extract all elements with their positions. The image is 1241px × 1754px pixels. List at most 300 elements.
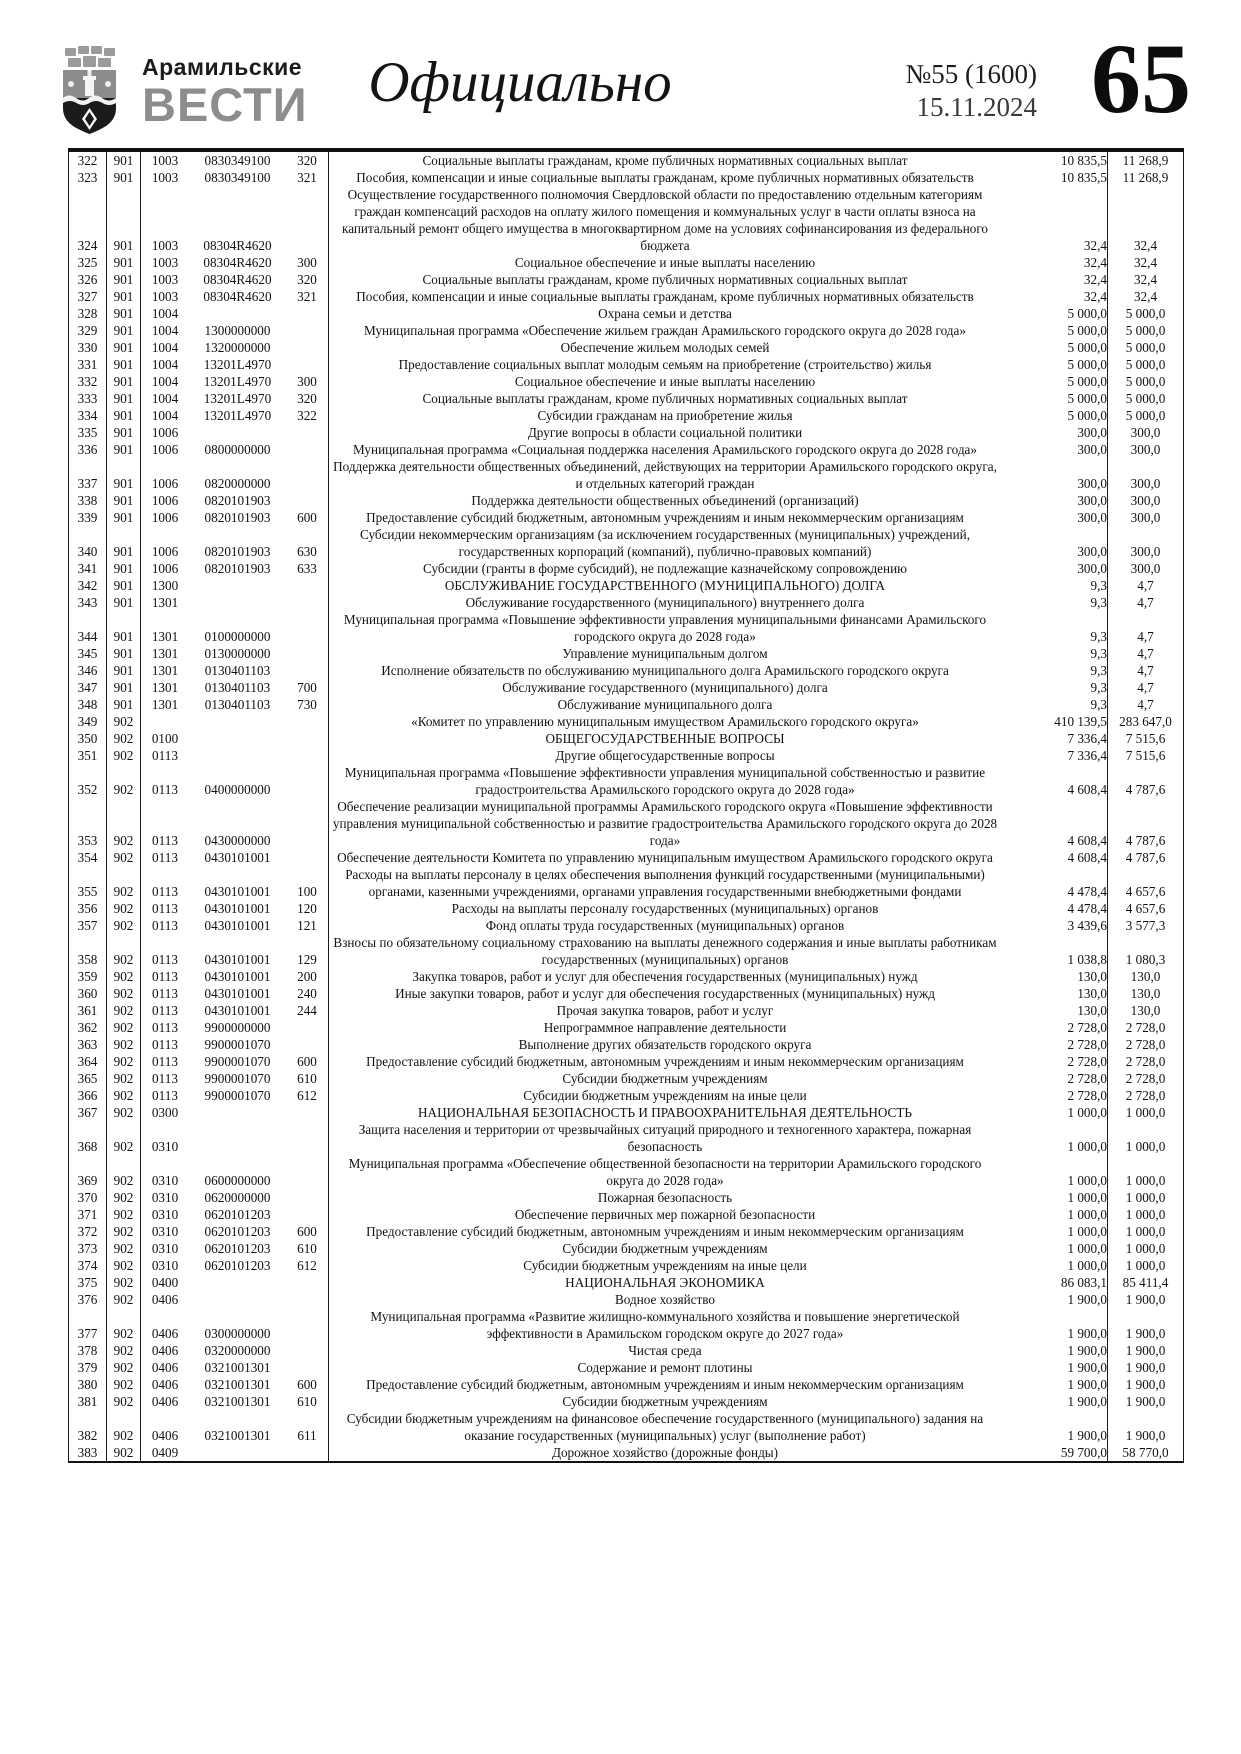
amount-year-1: 300,0 [1001,458,1108,492]
target-article-code [189,713,286,730]
row-number: 365 [69,1070,107,1087]
section-code: 1004 [151,323,179,338]
expense-type-code [286,577,329,594]
amount-year-2: 2 728,0 [1108,1070,1184,1087]
amount-year-2: 4,7 [1108,594,1184,611]
amount-year-1: 1 900,0 [1001,1410,1108,1444]
target-article-code: 1320000000 [204,340,271,355]
amount-year-2: 300,0 [1108,526,1184,560]
administrator-code: 901 [107,322,141,339]
expense-name: Прочая закупка товаров, работ и услуг [556,1003,774,1018]
expense-name: Пособия, компенсации и иные социальные выплаты гражданам, кроме публичных нормативных обязательств [356,170,974,185]
expense-type-code: 120 [286,900,329,917]
section-code: 1004 [151,391,179,406]
amount-year-1: 4 478,4 [1001,866,1108,900]
amount-year-1: 5 000,0 [1001,390,1108,407]
issue-date: 15.11.2024 [916,91,1037,122]
expense-name: Обеспечение жильем молодых семей [560,340,770,355]
section-code: 1004 [151,408,179,423]
amount-year-2: 11 268,9 [1108,150,1184,169]
amount-year-2: 2 728,0 [1108,1019,1184,1036]
amount-year-2: 4,7 [1108,662,1184,679]
amount-year-2: 1 000,0 [1108,1189,1184,1206]
administrator-code: 902 [107,1189,141,1206]
row-number: 331 [69,356,107,373]
expense-name: Пособия, компенсации и иные социальные выплаты гражданам, кроме публичных нормативных обязательств [356,289,974,304]
amount-year-1: 300,0 [1001,526,1108,560]
table-row [69,356,1184,373]
amount-year-1: 5 000,0 [1001,407,1108,424]
administrator-code: 901 [107,271,141,288]
administrator-code: 901 [107,645,141,662]
target-article-code: 0321001301 [204,1377,271,1392]
target-article-code: 0430101001 [204,884,271,899]
expense-type-code [286,1206,329,1223]
row-number: 342 [69,577,107,594]
target-article-code: 0830349100 [204,153,271,168]
expense-type-code [286,849,329,866]
amount-year-2: 4 657,6 [1108,900,1184,917]
expense-name: Управление муниципальным долгом [562,646,768,661]
table-row [69,662,1184,679]
target-article-code: 0130000000 [204,646,271,661]
section-code: 0406 [151,1326,179,1341]
target-article-code: 0430101001 [204,986,271,1001]
amount-year-2: 300,0 [1108,424,1184,441]
amount-year-1: 4 608,4 [1001,798,1108,849]
section-code: 0310 [151,1241,179,1256]
amount-year-2: 4,7 [1108,696,1184,713]
section-code: 0113 [152,833,178,848]
row-number: 362 [69,1019,107,1036]
row-number: 332 [69,373,107,390]
expense-type-code [286,424,329,441]
table-row [69,1206,1184,1223]
row-number: 357 [69,917,107,934]
section-code: 0113 [152,986,178,1001]
administrator-code: 901 [107,288,141,305]
amount-year-1: 1 900,0 [1001,1342,1108,1359]
target-article-code: 0130401103 [204,663,271,678]
table-row [69,186,1184,254]
expense-name: Фонд оплаты труда государственных (муниципальных) органов [485,918,845,933]
section-code: 1006 [151,561,179,576]
expense-type-code: 300 [286,373,329,390]
target-article-code: 0321001301 [204,1394,271,1409]
expense-type-code [286,1291,329,1308]
target-article-code: 0600000000 [204,1173,271,1188]
row-number: 352 [69,764,107,798]
target-article-code: 0300000000 [204,1326,271,1341]
amount-year-2: 1 900,0 [1108,1410,1184,1444]
row-number: 381 [69,1393,107,1410]
section-code: 1003 [151,272,179,287]
row-number: 350 [69,730,107,747]
amount-year-2: 1 000,0 [1108,1155,1184,1189]
row-number: 359 [69,968,107,985]
target-article-code: 0820101903 [204,561,271,576]
section-code: 0310 [151,1190,179,1205]
target-article-code: 13201L4970 [203,374,272,389]
target-article-code [189,747,286,764]
amount-year-2: 32,4 [1108,186,1184,254]
expense-name: Муниципальная программа «Повышение эффективности управления муниципальными финансами Арамильского городского округа до 2028 года» [343,612,987,644]
section-code: 0113 [152,850,178,865]
amount-year-1: 300,0 [1001,441,1108,458]
row-number: 323 [69,169,107,186]
table-row [69,1393,1184,1410]
section-code: 0409 [151,1445,179,1460]
amount-year-1: 5 000,0 [1001,356,1108,373]
amount-year-1: 7 336,4 [1001,747,1108,764]
row-number: 368 [69,1121,107,1155]
administrator-code: 901 [107,339,141,356]
row-number: 369 [69,1155,107,1189]
table-row [69,560,1184,577]
table-row [69,1223,1184,1240]
section-code: 0113 [152,1003,178,1018]
administrator-code: 902 [107,1036,141,1053]
amount-year-1: 130,0 [1001,985,1108,1002]
amount-year-1: 1 000,0 [1001,1104,1108,1121]
amount-year-2: 1 000,0 [1108,1223,1184,1240]
row-number: 326 [69,271,107,288]
row-number: 346 [69,662,107,679]
target-article-code [189,1121,286,1155]
target-article-code: 0620101203 [204,1258,271,1273]
table-row [69,1002,1184,1019]
section-code: 0113 [152,918,178,933]
amount-year-2: 300,0 [1108,560,1184,577]
expense-type-code: 633 [286,560,329,577]
expense-name: Предоставление субсидий бюджетным, автономным учреждениям и иным некоммерческим организациям [366,1054,964,1069]
table-row [69,1036,1184,1053]
target-article-code: 0820000000 [204,476,271,491]
masthead [0,0,1241,148]
amount-year-1: 9,3 [1001,679,1108,696]
expense-name: Пожарная безопасность [597,1190,733,1205]
section-code: 1301 [151,595,179,610]
section-code: 0100 [151,731,179,746]
expense-name: Субсидии некоммерческим организациям (за исключением государственных (муниципальных) учреждений, государственных корпораций (компаний), публично-правовых компаний) [359,527,971,559]
amount-year-1: 86 083,1 [1001,1274,1108,1291]
section-code: 0310 [151,1224,179,1239]
administrator-code: 901 [107,560,141,577]
section-code: 1003 [151,289,179,304]
target-article-code: 0430101001 [204,901,271,916]
table-row [69,866,1184,900]
amount-year-2: 32,4 [1108,254,1184,271]
section-code: 1006 [151,544,179,559]
section-code: 1003 [151,238,179,253]
table-row [69,1019,1184,1036]
administrator-code: 902 [107,1240,141,1257]
amount-year-2: 2 728,0 [1108,1036,1184,1053]
target-article-code: 08304R4620 [203,238,272,253]
administrator-code: 902 [107,1070,141,1087]
table-row [69,1053,1184,1070]
row-number: 383 [69,1444,107,1462]
amount-year-2: 4 657,6 [1108,866,1184,900]
section-code: 0310 [151,1258,179,1273]
amount-year-2: 4 787,6 [1108,849,1184,866]
expense-name: Муниципальная программа «Повышение эффективности управления муниципальной собственностью и развитие градостроительства Арамильского городского округа до 2028 года» [344,765,986,797]
section-code: 1301 [151,663,179,678]
table-row [69,679,1184,696]
target-article-code [189,1104,286,1121]
table-row [69,1121,1184,1155]
target-article-code: 08304R4620 [203,272,272,287]
expense-type-code [286,1189,329,1206]
administrator-code: 901 [107,577,141,594]
amount-year-2: 1 000,0 [1108,1104,1184,1121]
table-row [69,577,1184,594]
expense-type-code [286,594,329,611]
page-number: 65 [1091,23,1191,134]
amount-year-1: 1 000,0 [1001,1206,1108,1223]
administrator-code: 902 [107,1376,141,1393]
expense-name: Осуществление государственного полномочия Свердловской области по предоставлению отдельным категориям граждан компенсаций расходов на оплату жилого помещения и коммунальных услуг в части оплаты взноса на капитальный ремонт общего имущества в многоквартирном доме на условиях софинансирования из федерального бюджета [341,187,989,253]
section-code: 0406 [151,1360,179,1375]
row-number: 364 [69,1053,107,1070]
amount-year-2: 1 000,0 [1108,1257,1184,1274]
expense-name: Субсидии бюджетным учреждениям на иные цели [523,1258,807,1273]
expense-type-code: 321 [286,169,329,186]
expense-type-code [286,645,329,662]
table-row [69,390,1184,407]
amount-year-2: 4,7 [1108,577,1184,594]
expense-name: Обслуживание муниципального долга [557,697,773,712]
row-number: 337 [69,458,107,492]
row-number: 340 [69,526,107,560]
expense-type-code: 600 [286,1376,329,1393]
amount-year-1: 300,0 [1001,509,1108,526]
target-article-code [189,730,286,747]
section-code: 1006 [151,476,179,491]
section-code: 1006 [151,493,179,508]
expense-type-code [286,1019,329,1036]
expense-name: НАЦИОНАЛЬНАЯ БЕЗОПАСНОСТЬ И ПРАВООХРАНИТЕЛЬНАЯ ДЕЯТЕЛЬНОСТЬ [418,1105,912,1120]
amount-year-2: 4 787,6 [1108,764,1184,798]
amount-year-2: 283 647,0 [1108,713,1184,730]
expense-name: Дорожное хозяйство (дорожные фонды) [551,1445,779,1460]
target-article-code: 13201L4970 [203,391,272,406]
row-number: 330 [69,339,107,356]
table-row [69,1444,1184,1462]
expense-type-code [286,747,329,764]
table-row [69,424,1184,441]
section-code: 1004 [151,340,179,355]
table-row [69,1070,1184,1087]
expense-type-code [286,764,329,798]
amount-year-1: 3 439,6 [1001,917,1108,934]
section-code: 0406 [151,1292,179,1307]
expense-type-code: 612 [286,1257,329,1274]
amount-year-2: 1 000,0 [1108,1121,1184,1155]
target-article-code [189,305,286,322]
table-row [69,1410,1184,1444]
target-article-code [189,1274,286,1291]
amount-year-2: 4,7 [1108,679,1184,696]
target-article-code: 0130401103 [204,680,271,695]
administrator-code: 902 [107,1223,141,1240]
expense-name: Субсидии бюджетным учреждениям [562,1394,768,1409]
row-number: 375 [69,1274,107,1291]
table-row [69,917,1184,934]
amount-year-1: 300,0 [1001,560,1108,577]
administrator-code: 902 [107,1155,141,1189]
target-article-code: 9900001070 [204,1088,271,1103]
expense-type-code [286,662,329,679]
expense-name: Взносы по обязательному социальному страхованию на выплаты денежного содержания и иные выплаты работникам государственных (муниципальных) органов [333,935,997,967]
row-number: 344 [69,611,107,645]
expense-name: Защита населения и территории от чрезвычайных ситуаций природного и техногенного характера, пожарная безопасность [358,1122,972,1154]
expense-type-code [286,458,329,492]
row-number: 379 [69,1359,107,1376]
administrator-code: 902 [107,1053,141,1070]
section-code [141,713,190,730]
administrator-code: 901 [107,390,141,407]
target-article-code [189,594,286,611]
target-article-code: 0130401103 [204,697,271,712]
expense-name: Другие вопросы в области социальной политики [527,425,803,440]
administrator-code: 902 [107,764,141,798]
table-row [69,1274,1184,1291]
table-row [69,968,1184,985]
administrator-code: 901 [107,458,141,492]
row-number: 345 [69,645,107,662]
newspaper-logo [56,46,308,138]
amount-year-2: 32,4 [1108,288,1184,305]
brand-text [142,46,308,131]
expense-name: Содержание и ремонт плотины [577,1360,753,1375]
amount-year-2: 1 080,3 [1108,934,1184,968]
row-number: 348 [69,696,107,713]
amount-year-1: 1 900,0 [1001,1308,1108,1342]
administrator-code: 902 [107,1308,141,1342]
administrator-code: 901 [107,662,141,679]
expense-type-code: 630 [286,526,329,560]
table-row [69,747,1184,764]
target-article-code: 0820101903 [204,544,271,559]
table-row [69,798,1184,849]
expense-type-code: 610 [286,1070,329,1087]
brand-name-top: Арамильские [142,54,303,80]
section-title: Официально [368,51,672,114]
administrator-code: 902 [107,1206,141,1223]
expense-type-code: 320 [286,150,329,169]
amount-year-2: 7 515,6 [1108,747,1184,764]
row-number: 351 [69,747,107,764]
administrator-code: 901 [107,679,141,696]
section-code: 0406 [151,1377,179,1392]
target-article-code: 0830349100 [204,170,271,185]
amount-year-1: 9,3 [1001,594,1108,611]
expense-name: Субсидии бюджетным учреждениям [562,1241,768,1256]
administrator-code: 901 [107,424,141,441]
expense-name: Обслуживание государственного (муниципального) долга [502,680,828,695]
administrator-code: 901 [107,407,141,424]
table-row [69,373,1184,390]
table-row [69,339,1184,356]
table-row [69,1104,1184,1121]
table-row [69,407,1184,424]
expense-type-code [286,1444,329,1462]
expense-type-code [286,186,329,254]
section-code: 0113 [152,1088,178,1103]
administrator-code: 902 [107,1291,141,1308]
amount-year-2: 5 000,0 [1108,356,1184,373]
amount-year-1: 1 900,0 [1001,1359,1108,1376]
section-code: 1003 [151,255,179,270]
row-number: 335 [69,424,107,441]
amount-year-1: 2 728,0 [1001,1087,1108,1104]
table-row [69,288,1184,305]
expense-type-code: 611 [286,1410,329,1444]
expense-type-code: 322 [286,407,329,424]
row-number: 374 [69,1257,107,1274]
expense-name: Субсидии бюджетным учреждениям на иные цели [523,1088,807,1103]
target-article-code: 08304R4620 [203,289,272,304]
expense-type-code [286,798,329,849]
expense-type-code [286,611,329,645]
table-row [69,1087,1184,1104]
target-article-code [189,1444,286,1462]
expense-name: «Комитет по управлению муниципальным имуществом Арамильского городского округа» [411,714,919,729]
administrator-code: 901 [107,150,141,169]
administrator-code: 901 [107,373,141,390]
expense-name: Предоставление субсидий бюджетным, автономным учреждениям и иным некоммерческим организациям [366,510,964,525]
expense-type-code [286,322,329,339]
expense-name: ОБСЛУЖИВАНИЕ ГОСУДАРСТВЕННОГО (МУНИЦИПАЛЬНОГО) ДОЛГА [444,578,886,593]
amount-year-2: 4 787,6 [1108,798,1184,849]
amount-year-1: 2 728,0 [1001,1036,1108,1053]
amount-year-1: 5 000,0 [1001,305,1108,322]
expense-type-code: 610 [286,1393,329,1410]
amount-year-1: 7 336,4 [1001,730,1108,747]
amount-year-2: 300,0 [1108,458,1184,492]
row-number: 361 [69,1002,107,1019]
row-number: 327 [69,288,107,305]
expense-name: Субсидии гражданам на приобретение жилья [537,408,793,423]
row-number: 377 [69,1308,107,1342]
expense-name: Закупка товаров, работ и услуг для обеспечения государственных (муниципальных) нужд [412,969,918,984]
expense-type-code [286,1104,329,1121]
table-row [69,150,1184,169]
expense-name: Муниципальная программа «Обеспечение жильем граждан Арамильского городского округа до 2028 года» [364,323,966,338]
row-number: 356 [69,900,107,917]
table-row [69,696,1184,713]
target-article-code: 0320000000 [204,1343,271,1358]
section-code: 0310 [151,1173,179,1188]
amount-year-2: 58 770,0 [1108,1444,1184,1462]
amount-year-2: 5 000,0 [1108,390,1184,407]
administrator-code: 902 [107,1104,141,1121]
expense-name: Поддержка деятельности общественных объединений, действующих на территории Арамильского городского округа, и отдельных категорий граждан [333,459,997,491]
target-article-code [189,577,286,594]
administrator-code: 902 [107,1444,141,1462]
section-code: 0113 [152,782,178,797]
amount-year-1: 4 608,4 [1001,849,1108,866]
budget-table-body [69,150,1184,1462]
administrator-code: 901 [107,186,141,254]
administrator-code: 902 [107,1257,141,1274]
row-number: 372 [69,1223,107,1240]
section-code: 0113 [152,969,178,984]
table-row [69,1189,1184,1206]
expense-name: Предоставление субсидий бюджетным, автономным учреждениям и иным некоммерческим организациям [366,1224,964,1239]
amount-year-1: 410 139,5 [1001,713,1108,730]
